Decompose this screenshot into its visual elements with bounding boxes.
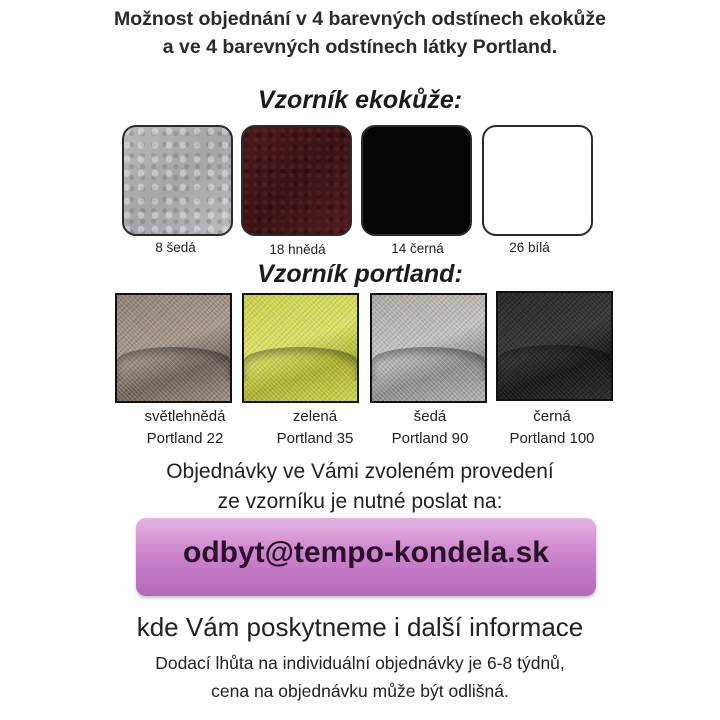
swatch-ekokuze-white (482, 125, 593, 236)
swatch-ekokuze-brown (241, 125, 352, 236)
fabric-fold (244, 347, 357, 381)
swatch-portland-green-label (250, 406, 380, 450)
order-email-link[interactable]: odbyt@tempo-kondela.sk (183, 536, 549, 569)
portland-title: Vzorník portland: (257, 260, 463, 288)
swatch-portland-name: černá (533, 408, 571, 425)
swatch-portland-black (496, 291, 613, 401)
delivery-line-2: cena na objednávku může být odlišná. (211, 681, 509, 701)
swatch-portland-lightbrown-label (120, 406, 250, 450)
headline-line-2: a ve 4 barevných odstínech látky Portland. (162, 36, 558, 58)
fabric-fold (117, 347, 230, 381)
ekokuze-title: Vzorník ekokůže: (257, 86, 463, 114)
swatch-ekokuze-black-label: 14 černá (391, 241, 444, 256)
swatch-ekokuze-grey (122, 125, 233, 236)
fabric-fold (372, 347, 485, 381)
delivery-line-1: Dodací lhůta na individuální objednávky je 6-8 týdnů, (155, 653, 565, 673)
swatch-portland-code: Portland 35 (276, 430, 354, 447)
order-line-1: Objednávky ve Vámi zvoleném provedení (166, 460, 554, 483)
swatch-portland-name: zelená (292, 408, 338, 425)
swatch-portland-black-label (487, 406, 617, 450)
swatch-portland-grey (370, 293, 487, 403)
swatch-portland-name: světlehnědá (144, 408, 226, 425)
fabric-fold (498, 345, 611, 379)
swatch-portland-lightbrown (115, 293, 232, 403)
swatch-ekokuze-brown-label: 18 hnědá (269, 242, 326, 257)
swatch-ekokuze-white-label: 26 bílá (509, 240, 550, 255)
swatch-portland-grey-label (365, 406, 495, 450)
swatch-portland-code: Portland 100 (509, 430, 595, 447)
order-line-2: ze vzorníku je nutné poslat na: (217, 490, 503, 513)
swatch-portland-code: Portland 22 (146, 430, 224, 447)
info-headline: kde Vám poskytneme i další informace (136, 612, 584, 642)
swatch-portland-green (242, 293, 359, 403)
swatch-portland-name: šedá (413, 408, 447, 425)
swatch-ekokuze-black (361, 125, 472, 236)
swatch-ekokuze-grey-label: 8 šedá (155, 240, 196, 255)
swatch-portland-code: Portland 90 (391, 430, 469, 447)
headline-line-1: Možnost objednání v 4 barevných odstínech ekokůže (114, 8, 606, 30)
